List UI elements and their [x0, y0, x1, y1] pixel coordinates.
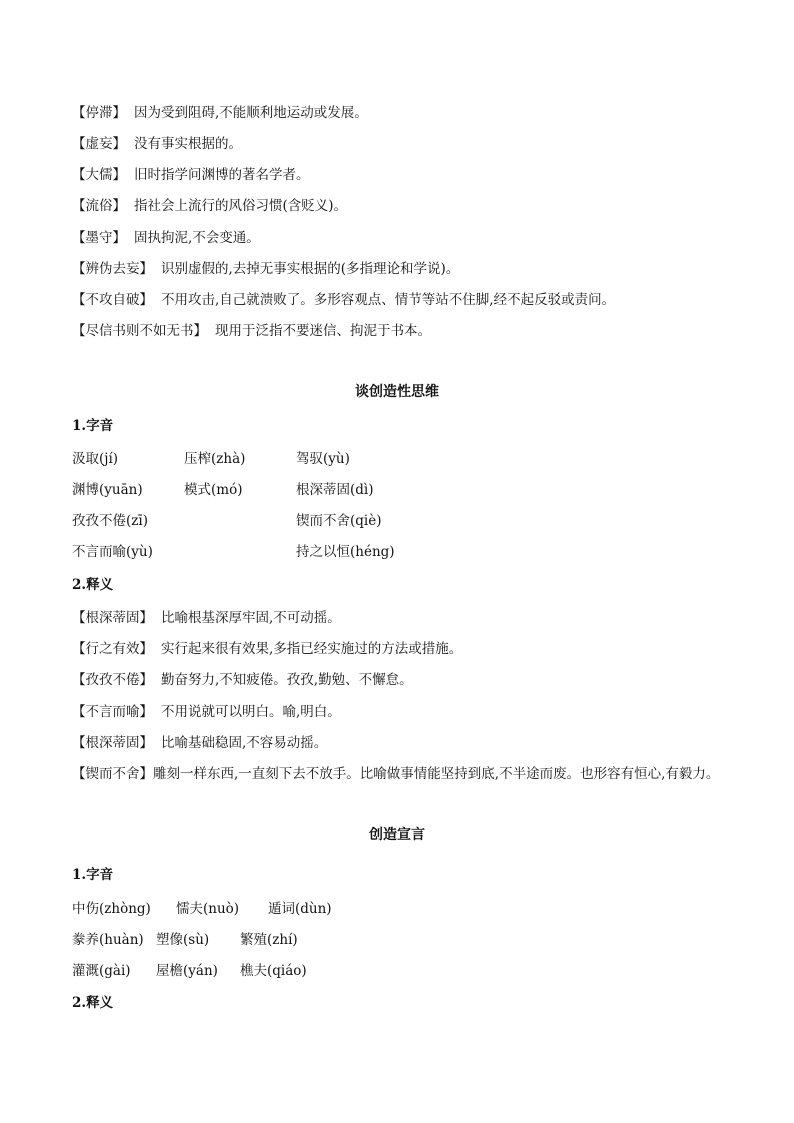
definition: 指社会上流行的风俗习惯(含贬义)。	[134, 198, 348, 214]
pronunciation-item: 屋檐(yán)	[156, 963, 218, 979]
term: 【流俗】	[72, 198, 126, 214]
term: 【不攻自破】	[72, 292, 153, 308]
pronunciation-item: 锲而不舍(qiè)	[296, 513, 382, 529]
pronunciation-item: 不言而喻(yù)	[72, 544, 153, 560]
pronunciation-item: 持之以恒(héng)	[296, 544, 395, 560]
definition: 比喻基础稳固,不容易动摇。	[161, 735, 328, 751]
term: 【不言而喻】	[72, 704, 153, 720]
definition: 因为受到阻碍,不能顺利地运动或发展。	[134, 105, 368, 121]
section-heading: 1.字音	[72, 418, 114, 434]
definition-line	[72, 671, 413, 689]
term: 【尽信书则不如无书】	[72, 323, 207, 339]
pronunciation-item: 遁词(dùn)	[268, 901, 332, 917]
definition-line	[72, 734, 327, 752]
definition-line	[72, 703, 341, 721]
definition-line	[72, 260, 459, 278]
section-title: 谈创造性思维	[355, 384, 439, 400]
term: 【虚妄】	[72, 136, 126, 152]
pronunciation-item: 灌溉(gài)	[72, 963, 131, 979]
term: 【大儒】	[72, 167, 126, 183]
definition: 比喻根基深厚牢固,不可动摇。	[161, 610, 341, 626]
term: 【墨守】	[72, 230, 126, 246]
pronunciation-item: 懦夫(nuò)	[176, 901, 240, 917]
term: 【孜孜不倦】	[72, 672, 153, 688]
pronunciation-item: 压榨(zhà)	[184, 451, 246, 467]
pronunciation-item: 驾驭(yù)	[296, 451, 350, 467]
term: 【根深蒂固】	[72, 610, 153, 626]
definition-line	[72, 291, 615, 309]
pronunciation-item: 繁殖(zhí)	[240, 932, 298, 948]
term: 【根深蒂固】	[72, 735, 153, 751]
term: 【行之有效】	[72, 641, 153, 657]
definition-line	[72, 197, 347, 215]
definition: 没有事实根据的。	[134, 136, 242, 152]
section-heading: 2.释义	[72, 577, 114, 593]
section-title: 创造宣言	[369, 827, 425, 843]
definition-line	[72, 104, 368, 122]
definition-line	[72, 609, 341, 627]
pronunciation-item: 渊博(yuān)	[72, 482, 143, 498]
pronunciation-item: 豢养(huàn)	[72, 932, 144, 948]
pronunciation-item: 樵夫(qiáo)	[240, 963, 307, 979]
definition: 实行起来很有效果,多指已经实施过的方法或措施。	[161, 641, 463, 657]
pronunciation-item: 塑像(sù)	[156, 932, 210, 948]
definition: 不用攻击,自己就溃败了。多形容观点、情节等站不住脚,经不起反驳或责问。	[161, 292, 616, 308]
pronunciation-item: 汲取(jí)	[72, 451, 119, 467]
definition-line	[72, 135, 242, 153]
term: 【锲而不舍】	[72, 766, 153, 782]
section-heading: 1.字音	[72, 867, 114, 883]
definition: 雕刻一样东西,一直刻下去不放手。比喻做事情能坚持到底,不半途而废。也形容有恒心,有毅力。	[153, 766, 720, 782]
definition: 旧时指学问渊博的著名学者。	[134, 167, 310, 183]
definition-line	[72, 759, 732, 790]
definition: 识别虚假的,去掉无事实根据的(多指理论和学说)。	[161, 261, 460, 277]
definition: 勤奋努力,不知疲倦。孜孜,勤勉、不懈怠。	[161, 672, 413, 688]
definition-line	[72, 229, 260, 247]
definition: 现用于泛指不要迷信、拘泥于书本。	[215, 323, 431, 339]
definition: 固执拘泥,不会变通。	[134, 230, 260, 246]
section-heading: 2.释义	[72, 995, 114, 1011]
definition: 不用说就可以明白。喻,明白。	[161, 704, 341, 720]
definition-line	[72, 322, 431, 340]
definition-line	[72, 640, 462, 658]
term: 【停滞】	[72, 105, 126, 121]
definition-line	[72, 166, 310, 184]
term: 【辨伪去妄】	[72, 261, 153, 277]
pronunciation-item: 中伤(zhòng)	[72, 901, 151, 917]
pronunciation-item: 模式(mó)	[184, 482, 243, 498]
pronunciation-item: 孜孜不倦(zī)	[72, 513, 148, 529]
pronunciation-item: 根深蒂固(dì)	[296, 482, 374, 498]
